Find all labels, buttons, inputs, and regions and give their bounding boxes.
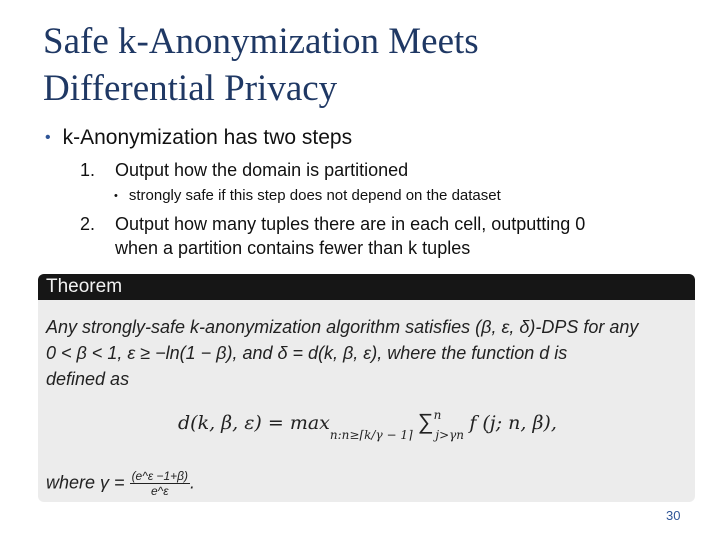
formula-sum-symbol: ∑: [417, 409, 434, 434]
gamma-denominator: e^ε: [151, 484, 169, 498]
theorem-statement: [46, 314, 687, 392]
formula-max-subscript: n:n≥⌈k/γ − 1⌉: [329, 428, 413, 442]
where-suffix: .: [190, 472, 196, 493]
theorem-line-3: defined as: [46, 369, 130, 389]
theorem-block: [38, 274, 695, 502]
step-item-2: [80, 212, 585, 260]
step-text: Output how the domain is partitioned: [115, 160, 409, 180]
theorem-where-clause: [46, 469, 195, 498]
sub-bullet-text: strongly safe if this step does not depend on the dataset: [128, 187, 501, 204]
step-item-1: [80, 158, 408, 182]
formula-sum-subscript: j>γn: [435, 428, 465, 442]
theorem-line-1: Any strongly-safe k-anonymization algorithm satisfies (β, ε, δ)-DPS for any: [46, 317, 639, 337]
main-bullet: [45, 124, 352, 154]
slide-title-line-1: Safe k-Anonymization Meets: [43, 21, 479, 62]
page-number: 30: [666, 508, 681, 523]
where-prefix: where γ =: [46, 472, 125, 493]
slide-title-line-2: Differential Privacy: [43, 68, 338, 109]
bullet-dot-icon: •: [45, 129, 51, 146]
formula-sum-superscript: n: [433, 408, 442, 422]
main-bullet-text: k-Anonymization has two steps: [62, 126, 353, 149]
step-text-line-2: when a partition contains fewer than k tuples: [115, 238, 471, 258]
gamma-fraction: [130, 469, 190, 498]
theorem-header: Theorem: [38, 274, 695, 300]
sub-bullet-dot-icon: •: [114, 190, 118, 202]
step-text-line-1: Output how many tuples there are in each cell, outputting 0: [115, 214, 586, 234]
gamma-numerator: (e^ε −1+β): [131, 469, 189, 483]
step-number: 1.: [80, 160, 96, 180]
theorem-formula: [178, 408, 557, 442]
formula-lhs: d(k, β, ε) = max: [178, 412, 330, 434]
formula-rhs: f (j; n, β),: [469, 412, 557, 434]
theorem-line-2: 0 < β < 1, ε ≥ −ln(1 − β), and δ = d(k, β, ε), where the function d is: [46, 343, 568, 363]
slide-title: [43, 18, 479, 112]
sub-bullet: [114, 186, 501, 207]
step-number: 2.: [80, 214, 96, 234]
